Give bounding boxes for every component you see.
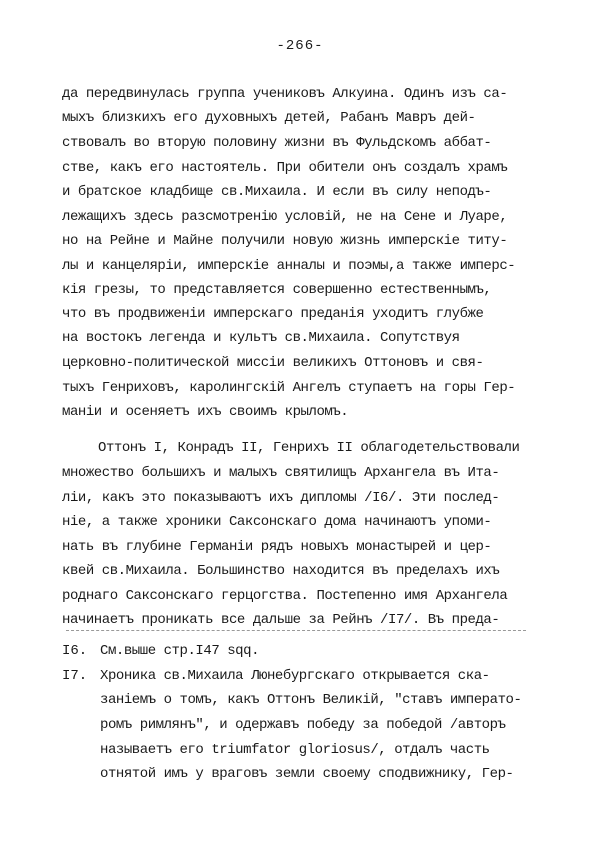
text-line: лы и канцеляріи, имперскіе анналы и поэмы,а также имперс- xyxy=(62,258,516,274)
text-line: мыхъ близкихъ его духовныхъ детей, Рабанъ Мавръ дей- xyxy=(62,110,476,126)
footnote-text: Хроника св.Михаила Люнебургскаго открывается ска- xyxy=(100,668,490,684)
text-line: тыхъ Генриховъ, каролингскій Ангелъ ступаетъ на горы Гер- xyxy=(62,380,516,396)
footnote-text: ромъ римлянъ", и одержавъ победу за победой /авторъ xyxy=(100,717,506,733)
footnote-text: См.выше стр.I47 sqq. xyxy=(100,643,260,659)
text-line: что въ продвиженіи имперскаго преданія уходитъ глубже xyxy=(62,306,484,322)
text-line: кія грезы, то представляется совершенно естественнымъ, xyxy=(62,282,492,298)
text-line: множество большихъ и малыхъ святилищъ Архангела въ Ита- xyxy=(62,465,500,481)
footnote-marker: I7. xyxy=(62,668,88,684)
text-line: ліи, какъ это показываютъ ихъ дипломы /I6/. Эти послед- xyxy=(62,490,500,506)
footnote-text: заніемъ о томъ, какъ Оттонъ Великій, "ставъ императо- xyxy=(100,692,522,708)
text-line: нать въ глубине Германіи рядъ новыхъ монастырей и цер- xyxy=(62,539,492,555)
footnote-text: называетъ его triumfator gloriosus/, отдалъ часть xyxy=(100,742,490,758)
footnote-marker: I6. xyxy=(62,643,88,659)
text-line: Оттонъ I, Конрадъ II, Генрихъ II облагодетельствовали xyxy=(98,440,520,456)
text-line: роднаго Саксонскаго герцогства. Постепенно имя Архангела xyxy=(62,588,508,604)
text-line: и братское кладбище св.Михаила. И если въ силу неподъ- xyxy=(62,184,492,200)
text-line: да передвинулась группа учениковъ Алкуина. Одинъ изъ са- xyxy=(62,86,508,102)
text-line: ствовалъ во вторую половину жизни въ Фульдскомъ аббат- xyxy=(62,135,492,151)
footnote-separator xyxy=(66,630,526,631)
text-line: церковно-политической миссіи великихъ Оттоновъ и свя- xyxy=(62,355,484,371)
footnote-text: отнятой имъ у враговъ земли своему сподвижнику, Гер- xyxy=(100,766,514,782)
text-line: ніе, а также хроники Саксонскаго дома начинаютъ упоми- xyxy=(62,514,492,530)
text-line: на востокъ легенда и культъ св.Михаила. Сопутствуя xyxy=(62,330,460,346)
text-line: начинаетъ проникать все дальше за Рейнъ /I7/. Въ преда- xyxy=(62,612,500,628)
page-number: -266- xyxy=(276,38,324,54)
text-line: маніи и осеняетъ ихъ своимъ крыломъ. xyxy=(62,404,349,420)
text-line: стве, какъ его настоятель. При обители онъ создалъ храмъ xyxy=(62,160,508,176)
text-line: но на Рейне и Майне получили новую жизнь имперскіе титу- xyxy=(62,233,508,249)
text-line: лежащихъ здесь разсмотренію условій, не на Сене и Луаре, xyxy=(62,209,508,225)
text-line: квей св.Михаила. Большинство находится въ пределахъ ихъ xyxy=(62,563,500,579)
